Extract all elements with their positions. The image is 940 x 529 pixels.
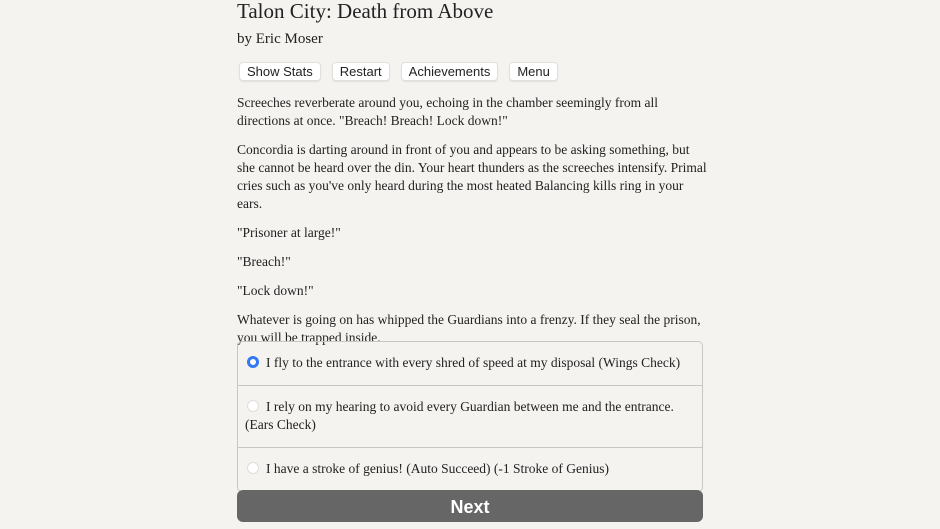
- show-stats-button[interactable]: Show Stats: [239, 62, 321, 81]
- radio-icon[interactable]: [247, 462, 259, 474]
- restart-button[interactable]: Restart: [332, 62, 390, 81]
- story-paragraph: "Lock down!": [237, 283, 314, 298]
- choice-label: I rely on my hearing to avoid every Guardian between me and the entrance. (Ears Check): [245, 399, 674, 432]
- toolbar: [239, 62, 558, 81]
- achievements-button[interactable]: Achievements: [401, 62, 499, 81]
- story-paragraph: "Breach!": [237, 254, 291, 269]
- story-paragraph: Concordia is darting around in front of you and appears to be asking something, but she cannot be heard over the din. Your heart thunders as the screeches intensify. Primal cries such as you've only heard during the most heated Balancing kills ring in your ears.: [237, 142, 707, 211]
- choice-label: I fly to the entrance with every shred of speed at my disposal (Wings Check): [266, 355, 681, 370]
- story-text: [237, 94, 707, 358]
- radio-icon[interactable]: [247, 400, 259, 412]
- author-byline: by Eric Moser: [237, 31, 323, 47]
- menu-button[interactable]: Menu: [509, 62, 558, 81]
- choice-option[interactable]: [238, 342, 702, 385]
- story-paragraph: Whatever is going on has whipped the Guardians into a frenzy. If they seal the prison, you will be trapped inside.: [237, 312, 701, 345]
- choice-list: [237, 341, 703, 492]
- choice-option[interactable]: [238, 447, 702, 491]
- next-button[interactable]: Next: [237, 490, 703, 522]
- choice-option[interactable]: [238, 385, 702, 447]
- radio-selected-icon[interactable]: [247, 356, 259, 368]
- story-paragraph: Screeches reverberate around you, echoing in the chamber seemingly from all directions at once. "Breach! Breach! Lock down!": [237, 95, 658, 128]
- game-title: Talon City: Death from Above: [237, 0, 494, 23]
- choice-label: I have a stroke of genius! (Auto Succeed) (-1 Stroke of Genius): [266, 461, 610, 476]
- story-paragraph: "Prisoner at large!": [237, 225, 341, 240]
